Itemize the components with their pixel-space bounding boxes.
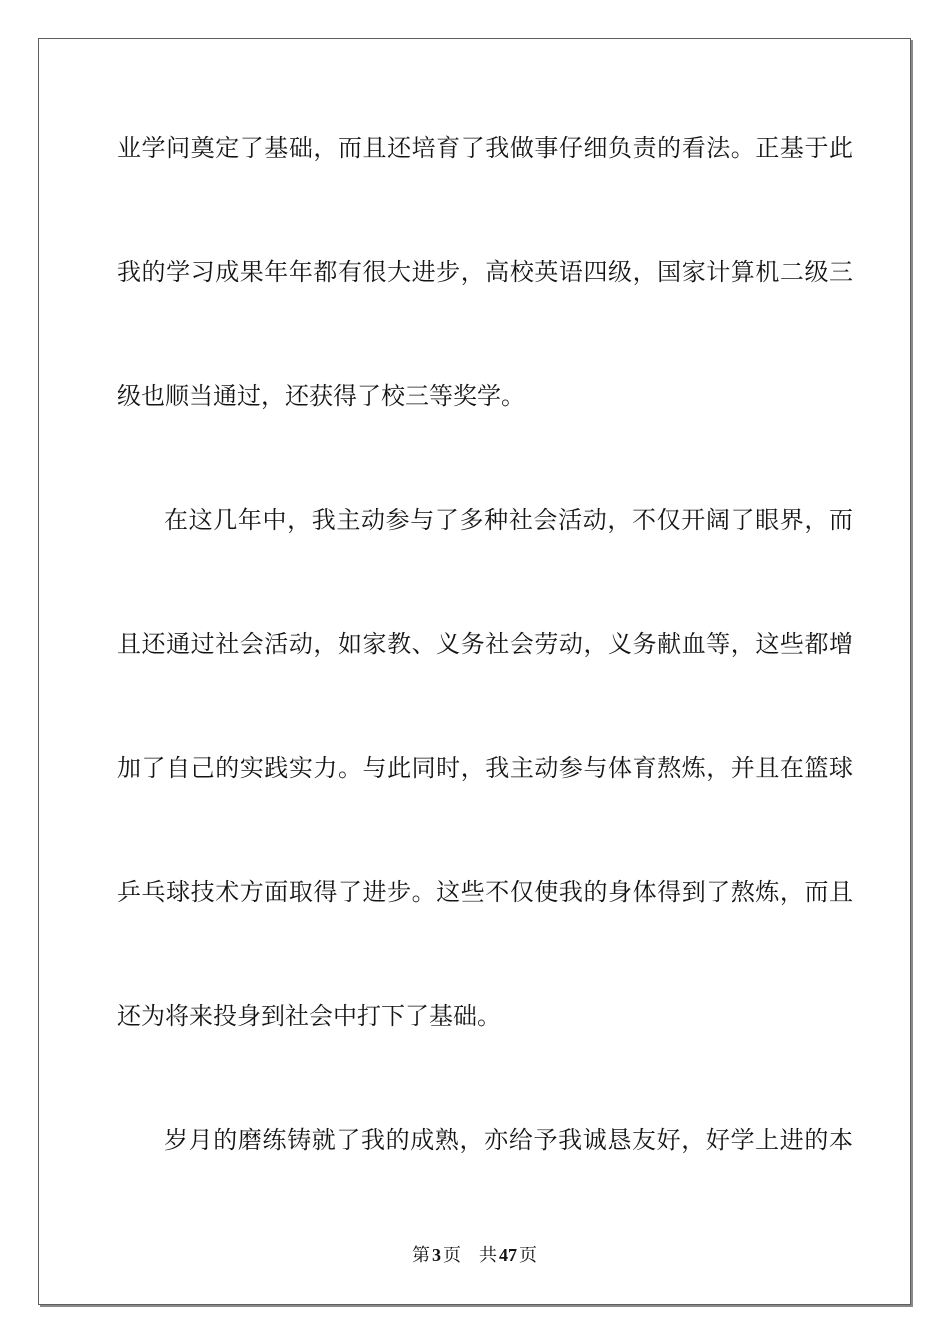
text-line: 在这几年中，我主动参与了多种社会活动，不仅开阔了眼界，而: [164, 508, 853, 534]
document-body: [117, 87, 853, 1203]
text-line: 业学问奠定了基础，而且还培育了我做事仔细负责的看法。正基于此: [117, 136, 853, 162]
page-footer: [39, 1244, 910, 1266]
total-pages-number: 47: [499, 1245, 517, 1265]
total-pages-suffix: 页: [519, 1245, 537, 1265]
text-line: 岁月的磨练铸就了我的成熟，亦给予我诚恳友好，好学上进的本: [164, 1128, 853, 1154]
page-number-suffix: 页: [443, 1245, 461, 1265]
page-number: 3: [432, 1245, 441, 1265]
text-line: 还为将来投身到社会中打下了基础。: [117, 1004, 501, 1030]
text-line: 我的学习成果年年都有很大进步，高校英语四级，国家计算机二级三: [117, 260, 853, 286]
page-border: [38, 38, 911, 1305]
total-pages-prefix: 共: [479, 1245, 497, 1265]
text-line: 乒乓球技术方面取得了进步。这些不仅使我的身体得到了熬炼，而且: [117, 880, 853, 906]
text-line: 且还通过社会活动，如家教、义务社会劳动，义务献血等，这些都增: [117, 632, 853, 658]
page-number-prefix: 第: [412, 1245, 430, 1265]
text-line: 加了自己的实践实力。与此同时，我主动参与体育熬炼，并且在篮球: [117, 756, 853, 782]
text-line: 级也顺当通过，还获得了校三等奖学。: [117, 384, 525, 410]
